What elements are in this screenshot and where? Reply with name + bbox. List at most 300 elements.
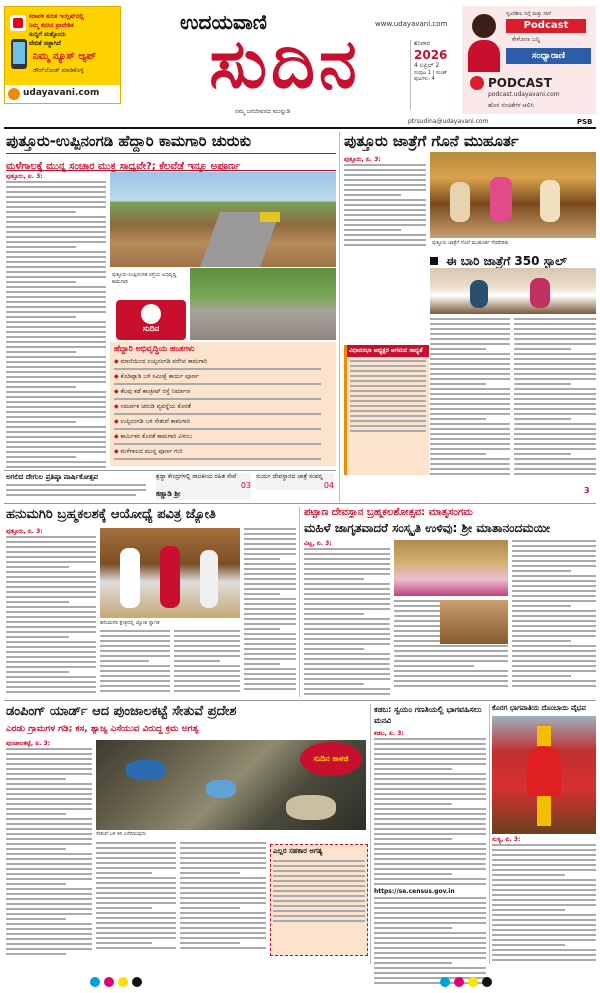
text-line <box>374 897 486 899</box>
text-line <box>430 338 510 340</box>
text-line <box>304 598 390 600</box>
text-line <box>492 959 596 961</box>
text-line <box>514 343 596 345</box>
text-line <box>6 256 106 258</box>
text-line <box>6 301 106 303</box>
text-line <box>492 929 596 931</box>
text-line <box>512 630 596 632</box>
text-line <box>6 356 106 358</box>
story5-subhead: ಎರಡು ಗ್ರಾಮಗಳ ಗಡಿ; ಕಸ, ತ್ಯಾಜ್ಯ ಎಸೆಯುವ ವಿರುದ್ಧ ಕ್ರಮ ಅಗತ್ಯ <box>6 724 199 734</box>
text-line <box>430 468 510 470</box>
text-line <box>96 922 176 924</box>
text-line <box>374 748 486 750</box>
text-line <box>6 606 96 608</box>
text-line <box>430 353 510 355</box>
text-line <box>514 388 596 390</box>
text-line <box>374 808 486 810</box>
podcast-url[interactable]: podcast.udayavani.com <box>488 91 560 98</box>
text-line <box>180 862 266 864</box>
udayavani-logo-icon <box>8 88 20 100</box>
reg-black-2 <box>482 977 492 987</box>
text-line <box>244 543 296 545</box>
left-ad[interactable] <box>4 6 121 104</box>
text-line <box>514 323 596 325</box>
text-line <box>344 169 426 171</box>
left-ad-text6: ಡೌನ್‌ಲೋಡ್ ಮಾಡಿಕೊಳ್ಳಿ <box>33 67 84 74</box>
text-line <box>6 803 92 805</box>
text-line <box>304 693 390 695</box>
text-line <box>244 573 296 575</box>
text-line <box>374 848 486 850</box>
podcast-logo-icon <box>470 76 484 90</box>
text-line <box>244 553 296 555</box>
text-line <box>180 942 240 944</box>
text-line <box>6 391 106 393</box>
text-line <box>6 636 69 638</box>
text-line <box>6 466 106 468</box>
text-line <box>174 645 240 647</box>
text-line <box>492 924 596 926</box>
text-line <box>100 635 170 637</box>
text-line <box>492 869 596 871</box>
text-line <box>6 596 96 598</box>
text-line <box>514 368 596 370</box>
text-line <box>304 583 390 585</box>
text-line <box>514 373 596 375</box>
text-line <box>512 670 596 672</box>
text-line <box>514 423 596 425</box>
right-ad-line1: ಸೃಜನಶೀಲ ನಿನ್ನೆ ಮತ್ತು ನಾಳೆ <box>506 11 551 17</box>
text-line <box>430 428 510 430</box>
text-line <box>6 311 106 313</box>
story2-text-col-2 <box>430 318 510 478</box>
story1-photo-bottom <box>190 268 336 340</box>
text-line <box>430 323 510 325</box>
right-ad[interactable] <box>462 6 596 114</box>
text-line <box>492 884 596 886</box>
text-line <box>244 633 296 635</box>
text-line <box>6 316 76 318</box>
story3-photo <box>100 528 240 618</box>
text-line <box>430 348 486 350</box>
text-line <box>6 686 96 688</box>
bullet-item <box>114 358 332 366</box>
text-line <box>6 286 106 288</box>
text-line <box>6 873 92 875</box>
text-line <box>244 658 296 660</box>
text-line <box>374 922 486 924</box>
text-line <box>512 655 596 657</box>
story5-dateline: ಪುಂಜಾಲಕಟ್ಟೆ, ಏ. 3: <box>6 740 51 747</box>
text-line <box>430 363 510 365</box>
text-line <box>100 685 170 687</box>
story4-photo <box>394 540 508 596</box>
text-line <box>6 783 92 785</box>
bullet-item <box>114 388 332 396</box>
bullet-text: ಮಾಣಿಯಿಂದ ಉಪ್ಪಿನಂಗಡಿ ವರೆಗಿನ ಕಾಮಗಾರಿ <box>120 358 208 365</box>
right-ad-line3: ಸಂಧ್ಯಾರಾಣಿ <box>506 48 591 64</box>
text-line <box>6 853 92 855</box>
text-line <box>244 588 296 590</box>
story2-page-ref[interactable]: 3 <box>584 486 590 495</box>
bullet-item <box>114 418 332 426</box>
text-line <box>6 586 96 588</box>
text-line <box>512 550 596 552</box>
text-line <box>514 398 596 400</box>
text-line <box>344 209 426 211</box>
text-line <box>180 922 266 924</box>
text-line <box>244 683 296 685</box>
text-line <box>244 568 296 570</box>
text-line <box>96 917 176 919</box>
text-line <box>6 656 96 658</box>
text-line <box>514 378 596 380</box>
left-ad-site[interactable]: udayavani.com <box>23 88 100 98</box>
text-line <box>374 818 486 820</box>
text-line <box>514 318 596 320</box>
text-line <box>96 932 176 934</box>
text-line <box>344 244 426 246</box>
text-line <box>6 346 106 348</box>
text-line <box>180 867 266 869</box>
text-line <box>6 676 96 678</box>
strip-b[interactable] <box>156 473 251 500</box>
text-line <box>304 688 390 690</box>
text-line <box>430 463 510 465</box>
text-line <box>304 678 390 680</box>
text-line <box>6 366 106 368</box>
text-line <box>430 383 486 385</box>
text-line <box>374 907 486 909</box>
text-line <box>100 645 170 647</box>
text-line <box>512 575 596 577</box>
text-line <box>430 408 510 410</box>
text-line <box>374 803 452 805</box>
sudina-badge-text: ಸುದಿನ <box>142 324 160 333</box>
text-line <box>492 889 596 891</box>
text-line <box>344 179 426 181</box>
text-line <box>6 241 106 243</box>
text-line <box>6 898 92 900</box>
text-line <box>180 872 240 874</box>
text-line <box>492 849 596 851</box>
text-line <box>180 912 266 914</box>
date-pages: ಪುಟಗಳು: 4 <box>414 76 435 82</box>
story5-headline: ಡಂಪಿಂಗ್ ಯಾರ್ಡ್ ಆದ ಪುಂಜಾಲಕಟ್ಟೆ ಸೇತುವೆ ಪ್ರದೇಶ <box>6 704 237 719</box>
text-line <box>6 181 106 183</box>
text-line <box>6 421 76 423</box>
story4-kicker: ಪಟ್ಟಾಣ ದೇವಸ್ಥಾನ ಬ್ರಹ್ಮಕಲಶೋತ್ಸವ: ಮಾತೃಸಂಗಮ <box>304 507 473 518</box>
text-line <box>244 668 296 670</box>
text-line <box>374 858 486 860</box>
story2-photo-2 <box>430 268 596 314</box>
text-line <box>180 897 266 899</box>
text-line <box>6 331 106 333</box>
text-line <box>180 902 266 904</box>
story7-text-col <box>492 836 596 964</box>
site-url[interactable]: www.udayavani.com <box>375 20 448 28</box>
text-line <box>6 763 92 765</box>
strip-c[interactable] <box>256 473 334 490</box>
story2-text-col <box>344 156 426 249</box>
bullet-icon: ◆ <box>114 373 121 380</box>
text-line <box>6 271 106 273</box>
text-line <box>374 917 486 919</box>
text-line <box>394 685 508 687</box>
text-line <box>6 411 106 413</box>
text-line <box>6 211 76 213</box>
phone-icon <box>11 39 27 69</box>
text-line <box>96 942 152 944</box>
text-line <box>6 903 92 905</box>
story5-badge-text: ಸುದಿನ ಕಾಳಜಿ <box>313 754 349 763</box>
text-line <box>100 680 170 682</box>
text-line <box>430 413 510 415</box>
text-line <box>244 558 280 560</box>
text-line <box>180 852 266 854</box>
strip-b-title: ಶ್ರದ್ಧಾ ಕೇಂದ್ರಗಳಲ್ಲಿ ರಾಜಕೀಯ ರಹಿತ ಸೇವೆ <box>156 473 237 480</box>
text-line <box>100 660 149 662</box>
bullet-text: ಕೆಲವು ಕಡೆ ಕಾಂಕ್ರೀಟ್ ರಸ್ತೆ ನಿರ್ಮಾಣ <box>120 388 191 395</box>
text-line <box>6 768 92 770</box>
text-line <box>174 635 240 637</box>
text-line <box>492 919 596 921</box>
text-line <box>96 902 176 904</box>
text-line <box>344 234 426 236</box>
text-line <box>6 671 69 673</box>
text-line <box>430 423 510 425</box>
text-line <box>6 231 106 233</box>
text-line <box>344 219 426 221</box>
story3-text-col-2 <box>100 630 170 695</box>
text-line <box>180 842 266 844</box>
text-line <box>304 593 390 595</box>
story2-divider <box>339 132 340 502</box>
story4-photo-2 <box>440 600 508 644</box>
story2-dateline: ಪುತ್ತೂರು, ಏ. 3: <box>344 156 381 163</box>
text-line <box>174 650 240 652</box>
text-line <box>100 630 170 632</box>
bullet-icon: ◆ <box>114 418 121 425</box>
text-line <box>374 937 486 939</box>
text-line <box>304 548 390 550</box>
text-line <box>6 858 92 860</box>
text-line <box>6 461 106 463</box>
text-line <box>6 918 66 920</box>
text-line <box>6 571 96 573</box>
text-line <box>244 638 296 640</box>
story7-divider <box>489 704 490 964</box>
strip-a-title: ಅಗಲಿದ ದೇಗುಲ ಪ್ರತಿಷ್ಠಾ ವಾರ್ಷಿಕೋತ್ಸವ <box>6 473 98 481</box>
story1-headline: ಪುತ್ತೂರು-ಉಪ್ಪಿನಂಗಡಿ ಹೆದ್ದಾರಿ ಕಾಮಗಾರಿ ಚುರುಕು <box>6 132 251 150</box>
text-line <box>244 603 296 605</box>
story1-text-col <box>6 173 106 471</box>
text-line <box>6 426 106 428</box>
app-icon <box>10 15 26 31</box>
text-line <box>430 453 486 455</box>
text-line <box>492 949 596 951</box>
masthead-rule <box>4 127 596 129</box>
left-ad-text3: ಸುದ್ದಿಗೆ ಮತ್ತೊಂದು <box>29 31 66 38</box>
text-line <box>174 630 240 632</box>
masthead-email[interactable]: ptrsudina@udayavani.com <box>408 118 489 125</box>
text-line <box>512 685 596 687</box>
text-line <box>512 645 596 647</box>
text-line <box>6 556 96 558</box>
stall-icon <box>430 257 438 265</box>
left-ad-text4: ವೇದಿಕೆ ಸಜ್ಜಾಗಿದೆ <box>29 40 61 47</box>
story6-headline: ಕಡಬ: ಸ್ವಯಂ ಗಣತಿಯಲ್ಲಿ ಭಾಗವಹಿಸಲು ಮನವಿ <box>374 705 482 725</box>
text-line <box>512 680 596 682</box>
text-line <box>304 573 390 575</box>
story3-text-col <box>6 528 96 696</box>
text-line <box>6 566 69 568</box>
text-line <box>344 239 426 241</box>
text-line <box>6 186 106 188</box>
text-line <box>514 418 571 420</box>
text-line <box>514 433 596 435</box>
text-line <box>6 591 96 593</box>
text-line <box>304 608 390 610</box>
text-line <box>6 236 106 238</box>
text-line <box>244 678 296 680</box>
text-line <box>374 763 486 765</box>
text-line <box>6 651 96 653</box>
text-line <box>6 546 96 548</box>
bullet-item <box>114 433 332 441</box>
text-line <box>304 663 390 665</box>
text-line <box>344 174 426 176</box>
text-line <box>180 887 266 889</box>
story1-box-title: ಹೆದ್ದಾರಿ ಅಭಿವೃದ್ಧಿಯ ಹಂತಗಳು <box>114 344 195 353</box>
text-line <box>6 943 92 945</box>
podcast-label: Podcast <box>506 19 586 33</box>
text-line <box>6 456 76 458</box>
strip-a[interactable] <box>6 473 150 499</box>
text-line <box>304 673 390 675</box>
text-line <box>304 568 390 570</box>
reg-cyan <box>90 977 100 987</box>
text-line <box>6 798 92 800</box>
text-line <box>6 888 92 890</box>
left-ad-text2: ನಿಮ್ಮ ಕನಸಿನ ಪ್ರಾದೇಶಿಕ <box>29 22 74 29</box>
bullet-text: ಸಮರ್ಪಕ ಚರಂಡಿ ವ್ಯವಸ್ಥೆಯ ಕೊರತೆ <box>120 403 191 410</box>
text-line <box>96 897 176 899</box>
story6-url[interactable]: https://se.census.gov.in <box>374 888 455 895</box>
text-line <box>6 216 106 218</box>
text-line <box>512 660 596 662</box>
reg-cyan-2 <box>440 977 450 987</box>
text-line <box>6 576 96 578</box>
story4-headline: ಮಹಿಳೆ ಜಾಗೃತವಾದರೆ ಸಂಸ್ಕೃತಿ ಉಳಿವು: ಶ್ರೀ ಮಾತಾನಂದಮಯೀ <box>304 521 550 535</box>
text-line <box>6 251 106 253</box>
text-line <box>174 640 240 642</box>
text-line <box>374 743 486 745</box>
text-line <box>6 341 106 343</box>
text-line <box>430 398 510 400</box>
text-line <box>6 381 106 383</box>
text-line <box>344 224 426 226</box>
text-line <box>6 838 92 840</box>
text-line <box>6 948 92 950</box>
text-line <box>96 872 152 874</box>
story7-headline: ಕೊರಗ ಭಾಗವಾತಿಯ ದೊಂಬಾಯಿ ವೈಭವ <box>492 704 586 712</box>
text-line <box>374 962 452 964</box>
text-line <box>344 214 426 216</box>
text-line <box>244 593 280 595</box>
text-line <box>430 473 510 475</box>
text-line <box>430 433 510 435</box>
text-line <box>304 558 390 560</box>
text-line <box>492 934 596 936</box>
text-line <box>6 748 92 750</box>
story5-text-col-2 <box>96 842 176 952</box>
text-line <box>492 894 596 896</box>
text-line <box>512 585 596 587</box>
text-line <box>512 650 596 652</box>
text-line <box>244 628 280 630</box>
text-line <box>6 276 106 278</box>
text-line <box>512 640 571 642</box>
text-line <box>96 882 176 884</box>
text-line <box>492 904 596 906</box>
left-ad-text5: ನಿಮ್ಮ ನ್ಯೂಸ್ ಆ್ಯಪ್ <box>33 51 96 62</box>
text-line <box>430 318 510 320</box>
text-line <box>174 680 240 682</box>
text-line <box>6 201 106 203</box>
text-line <box>244 608 296 610</box>
text-line <box>180 892 266 894</box>
text-line <box>100 690 170 692</box>
text-line <box>514 383 571 385</box>
text-line <box>304 668 390 670</box>
text-line <box>514 338 596 340</box>
text-line <box>514 403 596 405</box>
text-line <box>6 281 76 283</box>
text-line <box>180 917 266 919</box>
text-line <box>430 378 510 380</box>
text-line <box>180 877 266 879</box>
text-line <box>374 878 486 880</box>
reg-yellow-2 <box>468 977 478 987</box>
text-line <box>6 666 96 668</box>
text-line <box>96 867 176 869</box>
story6-text-col <box>374 730 486 987</box>
text-line <box>514 348 571 350</box>
text-line <box>6 386 76 388</box>
reg-black <box>132 977 142 987</box>
text-line <box>514 458 596 460</box>
story6-dateline: ಕಡಬ, ಏ. 3: <box>374 730 404 737</box>
text-line <box>430 403 510 405</box>
story2-sub-headline <box>430 250 596 266</box>
text-line <box>514 438 596 440</box>
text-line <box>374 838 452 840</box>
text-line <box>394 680 508 682</box>
text-line <box>430 388 510 390</box>
strip-c-page: 04 <box>323 481 334 490</box>
text-line <box>374 952 486 954</box>
story5-badge <box>300 742 362 776</box>
story1-subhead <box>6 153 336 171</box>
text-line <box>6 661 96 663</box>
bullet-icon: ◆ <box>114 433 121 440</box>
text-line <box>244 673 296 675</box>
text-line <box>374 833 486 835</box>
text-line <box>6 788 92 790</box>
story3-text-col-4 <box>244 528 296 693</box>
text-line <box>6 913 92 915</box>
